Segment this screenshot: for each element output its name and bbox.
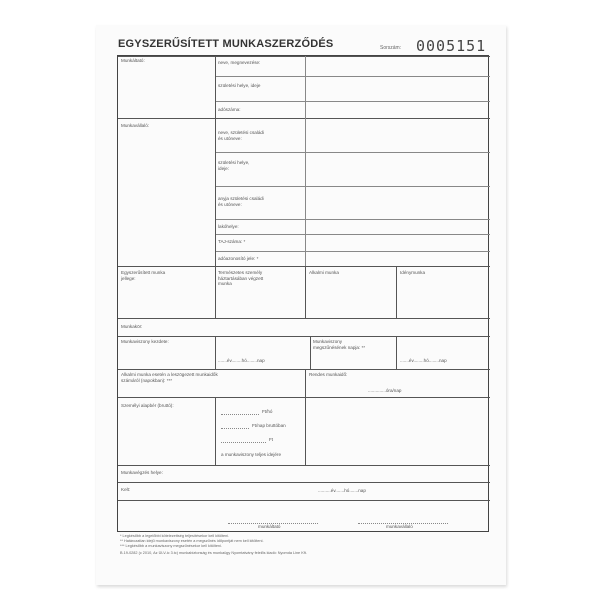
- row-divider: [215, 234, 490, 235]
- wage-monthly-line[interactable]: [221, 413, 259, 415]
- wage-label: Személyi alapbér (bruttó):: [121, 403, 174, 408]
- employer-tax-label: adószáma:: [218, 107, 241, 112]
- footnote-1: * Legkésőbb a legelőbbi kötelezettség teljesítésekor kell kitölteni.: [120, 534, 230, 538]
- kelt-label: Kelt:: [121, 487, 131, 492]
- employer-name-label: neve, megnevezése:: [218, 60, 261, 65]
- serial-label: Sorszám:: [380, 45, 402, 51]
- casual-days-label: Alkalmi munka esetén a leszögezett munkaidők számáról (napokban): ***: [121, 372, 218, 383]
- column-divider: [396, 266, 397, 318]
- wage-daily-line[interactable]: [221, 427, 249, 429]
- contract-form-grid: [117, 55, 489, 532]
- column-divider: [310, 336, 311, 369]
- row-divider: [215, 101, 490, 102]
- employer-section-label: Munkáltató:: [121, 58, 145, 63]
- column-divider: [215, 336, 216, 369]
- employee-birth-label: születési helye, ideje:: [218, 160, 250, 171]
- column-divider: [305, 369, 306, 397]
- row-divider: [118, 118, 490, 119]
- wage-total-line[interactable]: [221, 441, 266, 443]
- employer-birth-label: születési helye, ideje: [218, 83, 261, 88]
- daily-hours-label: Rendes munkaidő:: [309, 372, 348, 377]
- employee-name-label: neve, születési családi és utóneve:: [218, 130, 264, 141]
- wage-monthly-unit: Ft/hó: [262, 409, 273, 414]
- wage-period-label: a munkaviszony teljes idejére: [221, 452, 282, 457]
- work-type-household-option[interactable]: Természetes személy háztartásában végzett munka: [218, 270, 264, 286]
- row-divider: [215, 76, 490, 77]
- row-divider: [215, 152, 490, 153]
- row-divider: [118, 369, 490, 370]
- footnote-3: *** Legkésőbb a munkaviszony megszűnésekor kell kitölteni.: [120, 544, 222, 548]
- end-date-field[interactable]: .......év........hó........nap: [400, 358, 447, 363]
- employee-address-label: lakóhelye:: [218, 224, 239, 229]
- employee-mother-label: anyja születési családi és utóneve:: [218, 196, 264, 207]
- daily-hours-field[interactable]: ..............óra/nap: [368, 388, 402, 393]
- employee-signature-label: munkavállaló: [386, 524, 413, 529]
- job-label: Munkakör:: [121, 324, 143, 329]
- row-divider: [215, 186, 490, 187]
- row-divider: [118, 500, 490, 501]
- footnote-publisher: B.19-0282 (c 2010, Az ÜLV-ic 3.tc) munkabiztonság és munkaügy Nyomtatvány felelős kiadó: Nyomda Line Kft.: [120, 551, 307, 555]
- row-divider: [118, 465, 490, 466]
- employee-section-label: Munkavállaló:: [121, 123, 150, 128]
- column-divider: [215, 56, 216, 318]
- column-divider: [305, 266, 306, 318]
- kelt-date-field[interactable]: ..........év.......hó.......nap: [318, 488, 366, 493]
- row-divider: [118, 397, 490, 398]
- work-type-seasonal-option[interactable]: Idénymunka: [400, 270, 426, 275]
- column-divider: [305, 56, 306, 266]
- end-date-label: Munkaviszony megszűnésének napja: **: [313, 339, 366, 350]
- row-divider: [118, 336, 490, 337]
- row-divider: [118, 56, 490, 57]
- row-divider: [215, 219, 490, 220]
- document-title: EGYSZERŰSÍTETT MUNKASZERZŐDÉS: [118, 38, 334, 50]
- employee-taj-label: TAJ-száma: *: [218, 239, 246, 244]
- employer-signature-label: munkáltató: [258, 524, 281, 529]
- employee-tax-label: adóazonosító jele: *: [218, 256, 259, 261]
- wage-daily-unit: Ft/nap bruttóban: [252, 423, 286, 428]
- column-divider: [305, 397, 306, 465]
- column-divider: [215, 397, 216, 465]
- wage-total-unit: Ft: [269, 437, 274, 442]
- serial-number: 0005151: [416, 37, 487, 55]
- start-date-field[interactable]: .......év........hó........nap: [218, 358, 265, 363]
- row-divider: [118, 266, 490, 267]
- start-date-label: Munkaviszony kezdete:: [121, 339, 169, 344]
- row-divider: [118, 318, 490, 319]
- column-divider: [396, 336, 397, 369]
- row-divider: [215, 251, 490, 252]
- row-divider: [118, 482, 490, 483]
- work-place-label: Munkavégzés helye:: [121, 470, 163, 475]
- work-type-section-label: Egyszerűsített munka jellege:: [121, 270, 166, 281]
- footnote-2: ** Határozatlan idejű munkaviszony esetén a megszűnés időpontját nem kell kitölteni.: [120, 539, 264, 543]
- work-type-casual-option[interactable]: Alkalmi munka: [309, 270, 339, 275]
